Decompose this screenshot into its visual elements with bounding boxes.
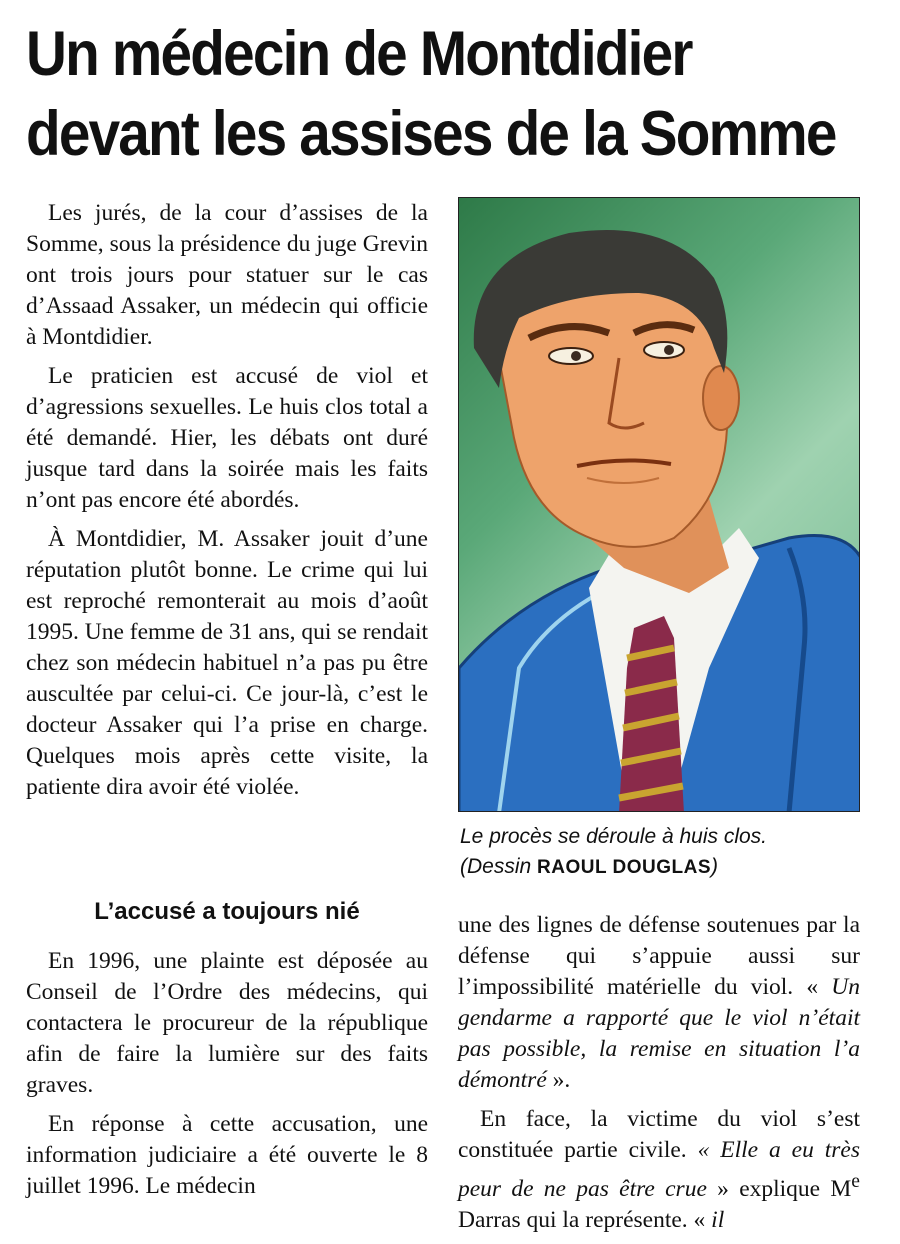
left-column-bottom xyxy=(26,946,428,1210)
paragraph: À Montdidier, M. Assaker jouit d’une réputation plutôt bonne. Le crime qui lui est reproché remonterait au mois d’août 1995. Une femme de 31 ans, qui se rendait chez son médecin habituel n’a pas pu être auscultée par celui-ci. Ce jour-là, c’est le docteur Assaker qui l’a prise en charge. Quelques mois après cette visite, la patiente dira avoir été violée. xyxy=(26,526,429,800)
subheading: L’accusé a toujours nié xyxy=(94,898,360,925)
paragraph: Le praticien est accusé de viol et d’agressions sexuelles. Le huis clos total a été demandé. Hier, les débats ont duré jusque tard dans la soirée mais les faits n’ont pas encore été abordés. xyxy=(26,363,428,513)
paragraph-text: En face, la victime du viol s’est constituée partie civile. xyxy=(458,1106,860,1163)
paragraph xyxy=(458,1104,860,1236)
headline-line-2: devant les assises de la Somme xyxy=(26,99,836,169)
headline xyxy=(26,14,836,174)
paragraph xyxy=(458,910,860,1096)
paragraph-text: Darras qui la représente. « xyxy=(458,1206,712,1233)
portrait-drawing xyxy=(459,198,860,812)
right-column-bottom xyxy=(458,910,860,1244)
caption-credit-prefix: (Dessin xyxy=(460,855,538,878)
caption-line-2 xyxy=(460,852,862,883)
paragraph-text: une des lignes de défense soutenues par la défense qui s’appuie aussi sur l’impossibilité matérielle du viol. « xyxy=(458,912,860,1000)
quote-text: Un gendarme a rapporté que le viol n’était pas possible, la remise en situation l’a démontré xyxy=(458,974,860,1093)
paragraph-text: » explique M xyxy=(706,1175,852,1202)
quote-text: il xyxy=(711,1206,725,1233)
caption-line-1: Le procès se déroule à huis clos. xyxy=(460,825,768,848)
quote-text: « Elle a eu très peur de ne pas être crue xyxy=(458,1137,860,1202)
paragraph: En 1996, une plainte est déposée au Conseil de l’Ordre des médecins, qui contactera le procureur de la république afin de faire la lumière sur des faits graves. xyxy=(26,948,428,1098)
superscript: e xyxy=(851,1171,860,1192)
illustration-portrait xyxy=(458,197,860,812)
paragraph: En réponse à cette accusation, une information judiciaire a été ouverte le 8 juillet 1996. Le médecin xyxy=(26,1111,428,1199)
figure-caption xyxy=(460,822,862,883)
left-column-top xyxy=(26,198,428,811)
paragraph: Les jurés, de la cour d’assises de la Somme, sous la présidence du juge Grevin ont trois jours pour statuer sur le cas d’Assaad Assaker, un médecin qui officie à Montdidier. xyxy=(26,200,428,350)
paragraph-text: ». xyxy=(546,1067,571,1093)
headline-line-1: Un médecin de Montdidier xyxy=(26,19,692,89)
caption-artist-name: RAOUL DOUGLAS xyxy=(537,857,712,878)
caption-credit-suffix: ) xyxy=(711,855,719,878)
